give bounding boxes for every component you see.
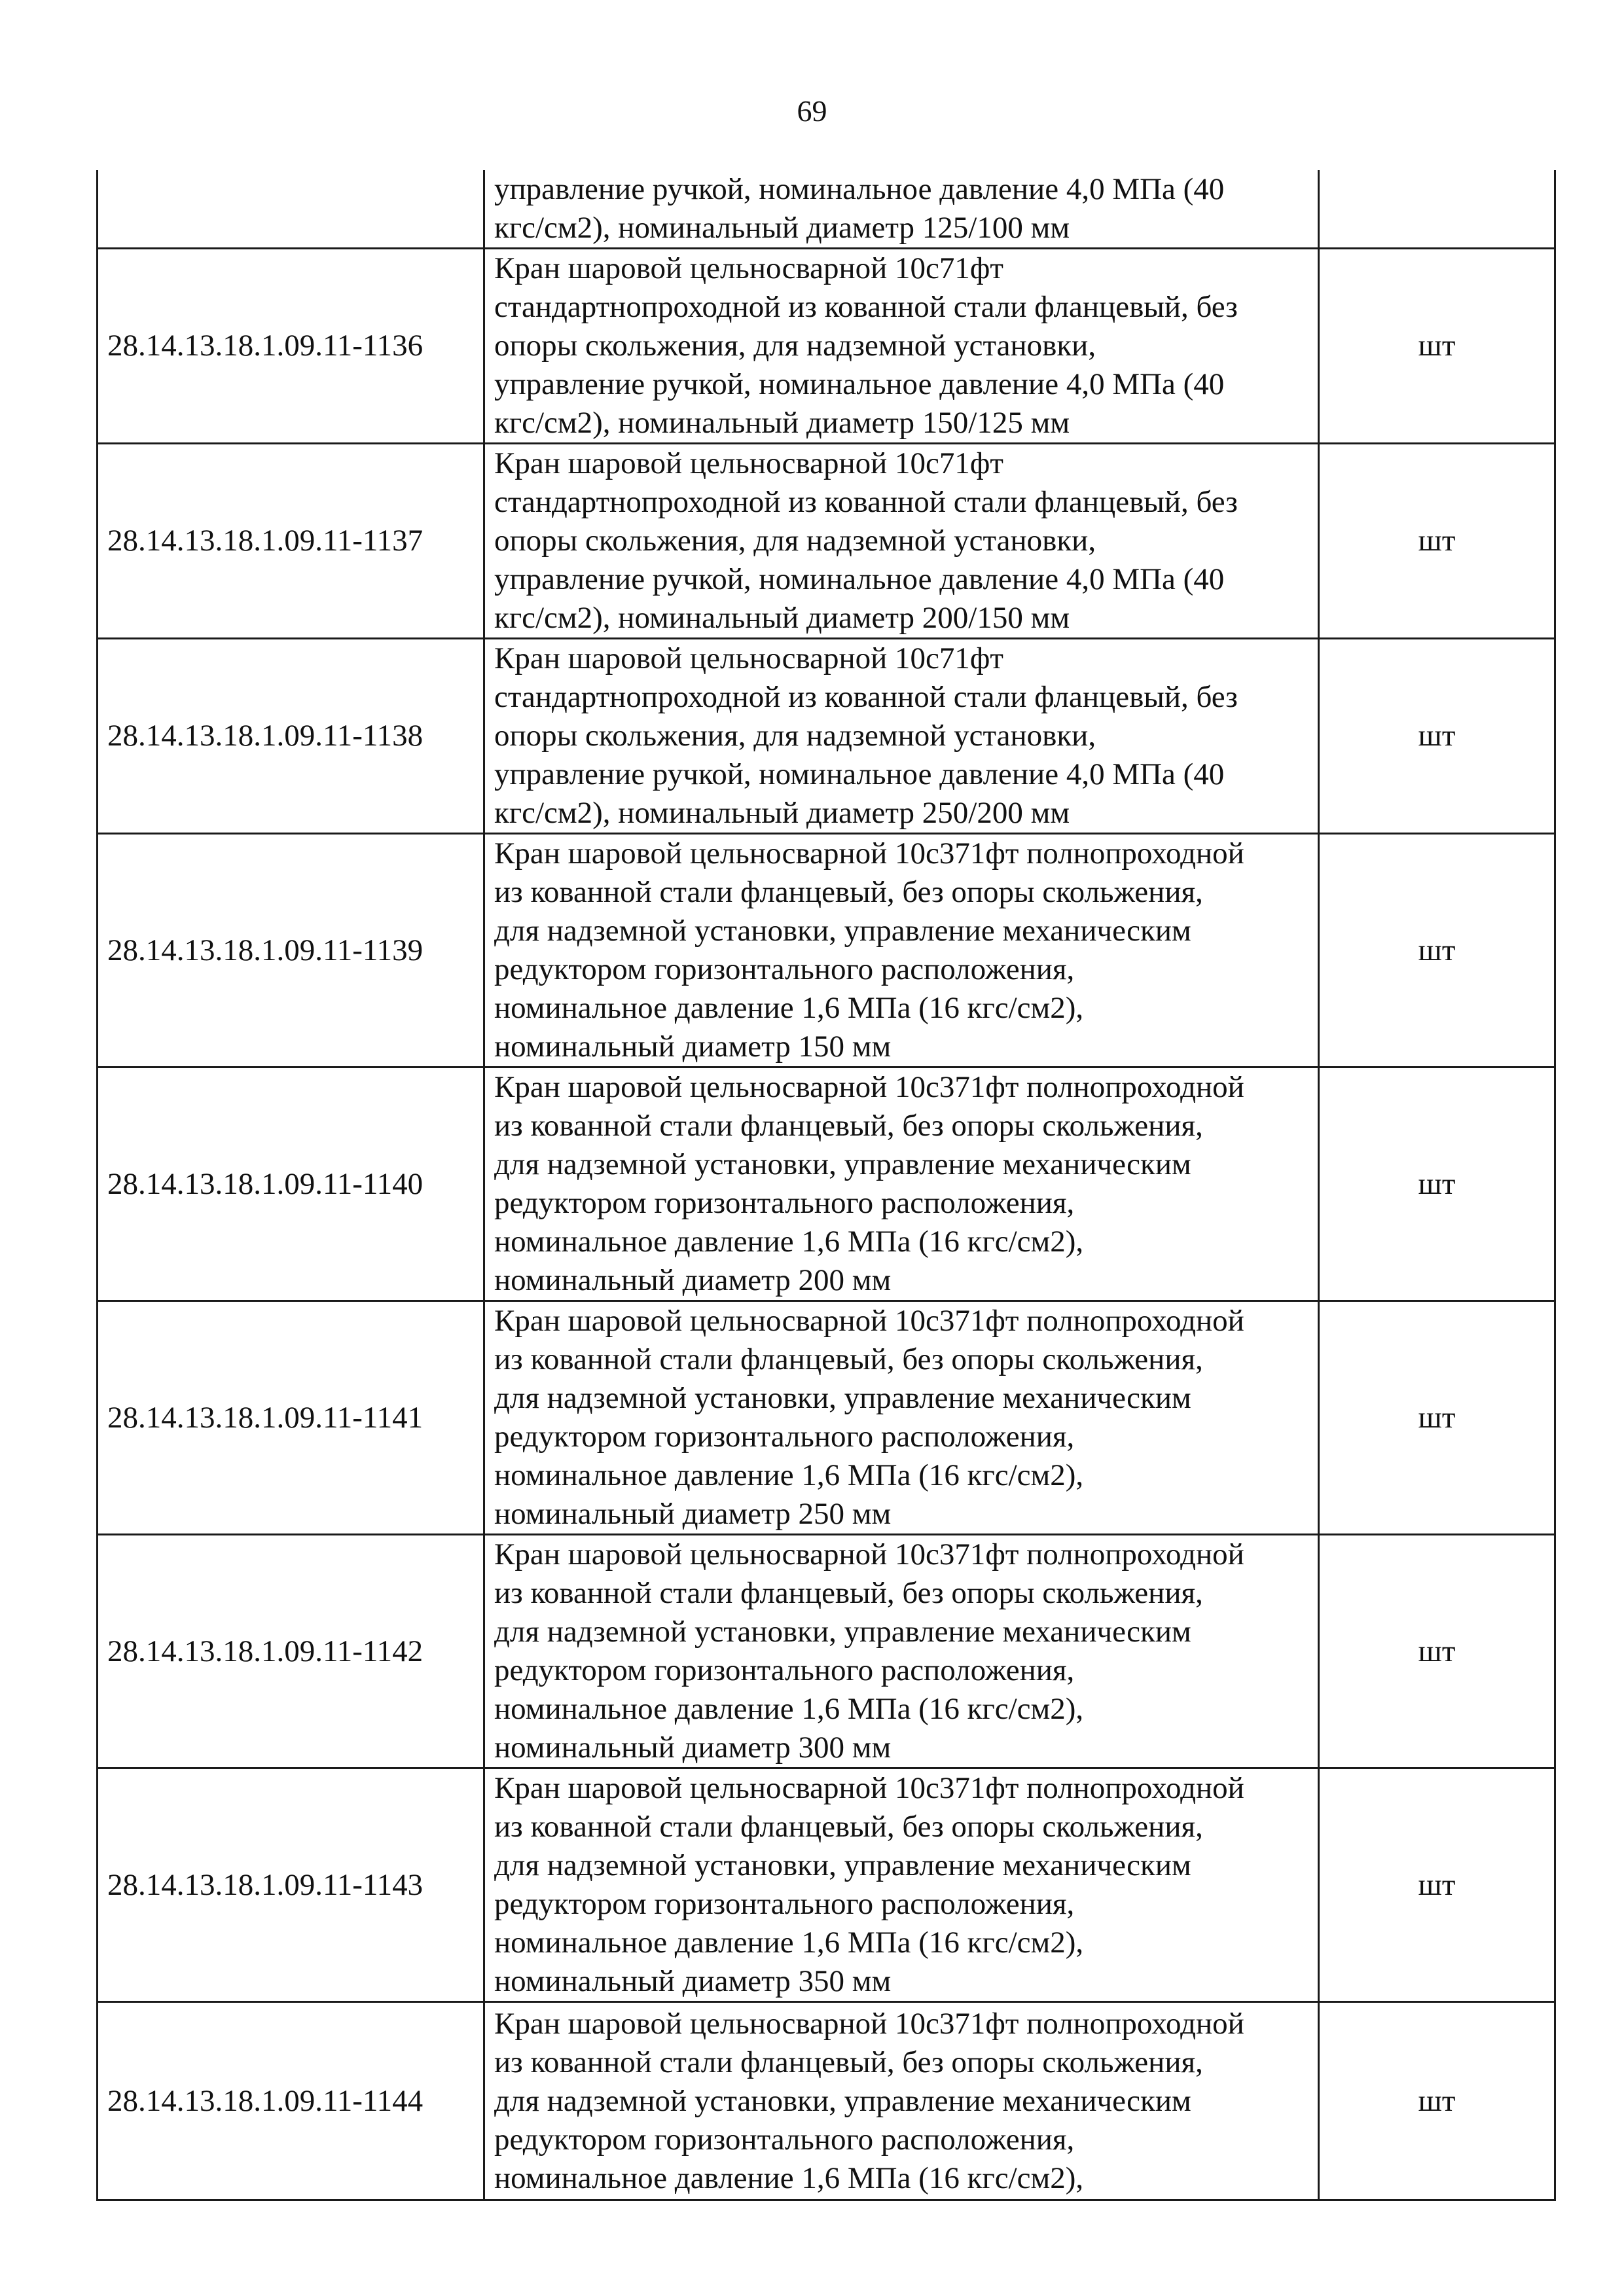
description-line: из кованной стали фланцевый, без опоры скольжения, (494, 1342, 1203, 1376)
description-line: стандартнопроходной из кованной стали фланцевый, без (494, 290, 1238, 324)
description-line: опоры скольжения, для надземной установки, (494, 719, 1096, 753)
resource-code-cell: 28.14.13.18.1.09.11-1142 (98, 1535, 484, 1768)
table-row (98, 1067, 1555, 1301)
description-line: опоры скольжения, для надземной установки, (494, 329, 1096, 363)
resource-code-cell: 28.14.13.18.1.09.11-1143 (98, 1768, 484, 2002)
description-line: для надземной установки, управление механическим (494, 1848, 1191, 1882)
description-line: номинальный диаметр 250 мм (494, 1497, 892, 1531)
description-line: управление ручкой, номинальное давление 4,0 МПа (40 (494, 562, 1225, 596)
description-line: редуктором горизонтального расположения, (494, 2122, 1075, 2157)
description-line: из кованной стали фланцевый, без опоры скольжения, (494, 1109, 1203, 1143)
unit-cell (1319, 170, 1555, 249)
description-line: для надземной установки, управление механическим (494, 914, 1191, 948)
description-line: номинальное давление 1,6 МПа (16 кгс/см2), (494, 1692, 1084, 1726)
resource-description-cell (484, 1535, 1319, 1768)
description-line: из кованной стали фланцевый, без опоры скольжения, (494, 1576, 1203, 1610)
description-line: Кран шаровой цельносварной 10с371фт полнопроходной (494, 1771, 1244, 1805)
resource-description-cell (484, 170, 1319, 249)
resource-code-cell: 28.14.13.18.1.09.11-1139 (98, 834, 484, 1067)
description-line: стандартнопроходной из кованной стали фланцевый, без (494, 485, 1238, 519)
description-line: номинальный диаметр 150 мм (494, 1030, 892, 1064)
description-line: управление ручкой, номинальное давление 4,0 МПа (40 (494, 367, 1225, 401)
description-line: Кран шаровой цельносварной 10с71фт (494, 251, 1003, 285)
resource-code-cell: 28.14.13.18.1.09.11-1138 (98, 639, 484, 834)
resource-description-cell (484, 249, 1319, 444)
description-line: кгс/см2), номинальный диаметр 125/100 мм (494, 211, 1070, 245)
unit-cell: шт (1319, 2002, 1555, 2200)
table-row (98, 1535, 1555, 1768)
description-line: из кованной стали фланцевый, без опоры скольжения, (494, 2045, 1203, 2079)
unit-cell: шт (1319, 1301, 1555, 1535)
description-line: номинальный диаметр 200 мм (494, 1263, 892, 1297)
resource-code-cell: 28.14.13.18.1.09.11-1144 (98, 2002, 484, 2200)
description-line: из кованной стали фланцевый, без опоры скольжения, (494, 875, 1203, 909)
description-line: Кран шаровой цельносварной 10с371фт полнопроходной (494, 836, 1244, 870)
description-line: номинальный диаметр 350 мм (494, 1964, 892, 1998)
description-line: для надземной установки, управление механическим (494, 2083, 1191, 2118)
resource-description-cell (484, 2002, 1319, 2200)
resource-code-cell (98, 170, 484, 249)
resource-code-cell: 28.14.13.18.1.09.11-1140 (98, 1067, 484, 1301)
description-line: опоры скольжения, для надземной установки, (494, 524, 1096, 558)
description-line: редуктором горизонтального расположения, (494, 1420, 1075, 1454)
description-line: кгс/см2), номинальный диаметр 250/200 мм (494, 796, 1070, 830)
unit-cell: шт (1319, 444, 1555, 639)
table-row (98, 2002, 1555, 2200)
description-line: управление ручкой, номинальное давление 4,0 МПа (40 (494, 757, 1225, 791)
table-row (98, 444, 1555, 639)
resource-description-cell (484, 1768, 1319, 2002)
unit-cell: шт (1319, 1067, 1555, 1301)
resource-description-cell (484, 1301, 1319, 1535)
table-row (98, 834, 1555, 1067)
unit-cell: шт (1319, 1768, 1555, 2002)
description-line: номинальное давление 1,6 МПа (16 кгс/см2), (494, 1225, 1084, 1259)
table-row (98, 1301, 1555, 1535)
description-line: редуктором горизонтального расположения, (494, 1653, 1075, 1687)
description-line: Кран шаровой цельносварной 10с371фт полнопроходной (494, 2006, 1244, 2041)
resource-code-cell: 28.14.13.18.1.09.11-1136 (98, 249, 484, 444)
table-row (98, 249, 1555, 444)
resource-description-cell (484, 834, 1319, 1067)
description-line: номинальный диаметр 300 мм (494, 1731, 892, 1765)
unit-cell: шт (1319, 1535, 1555, 1768)
table-row (98, 639, 1555, 834)
table-body (98, 170, 1555, 2200)
description-line: редуктором горизонтального расположения, (494, 1186, 1075, 1220)
description-line: для надземной установки, управление механическим (494, 1147, 1191, 1181)
description-line: Кран шаровой цельносварной 10с71фт (494, 446, 1003, 480)
page-number: 69 (797, 94, 827, 128)
description-line: редуктором горизонтального расположения, (494, 952, 1075, 986)
description-line: для надземной установки, управление механическим (494, 1615, 1191, 1649)
description-line: номинальное давление 1,6 МПа (16 кгс/см2), (494, 991, 1084, 1025)
description-line: Кран шаровой цельносварной 10с71фт (494, 641, 1003, 675)
table-row (98, 1768, 1555, 2002)
description-line: Кран шаровой цельносварной 10с371фт полнопроходной (494, 1537, 1244, 1571)
description-line: кгс/см2), номинальный диаметр 200/150 мм (494, 601, 1070, 635)
resource-code-cell: 28.14.13.18.1.09.11-1141 (98, 1301, 484, 1535)
unit-cell: шт (1319, 249, 1555, 444)
description-line: из кованной стали фланцевый, без опоры скольжения, (494, 1810, 1203, 1844)
description-line: управление ручкой, номинальное давление 4,0 МПа (40 (494, 172, 1225, 206)
description-line: номинальное давление 1,6 МПа (16 кгс/см2), (494, 2161, 1084, 2195)
resource-description-cell (484, 444, 1319, 639)
unit-cell: шт (1319, 639, 1555, 834)
description-line: стандартнопроходной из кованной стали фланцевый, без (494, 680, 1238, 714)
description-line: для надземной установки, управление механическим (494, 1381, 1191, 1415)
description-line: номинальное давление 1,6 МПа (16 кгс/см2), (494, 1926, 1084, 1960)
description-line: Кран шаровой цельносварной 10с371фт полнопроходной (494, 1070, 1244, 1104)
resource-description-cell (484, 1067, 1319, 1301)
resource-description-cell (484, 639, 1319, 834)
resource-code-cell: 28.14.13.18.1.09.11-1137 (98, 444, 484, 639)
unit-cell: шт (1319, 834, 1555, 1067)
description-line: кгс/см2), номинальный диаметр 150/125 мм (494, 406, 1070, 440)
description-line: Кран шаровой цельносварной 10с371фт полнопроходной (494, 1304, 1244, 1338)
description-line: редуктором горизонтального расположения, (494, 1887, 1075, 1921)
resource-table (96, 170, 1556, 2201)
description-line: номинальное давление 1,6 МПа (16 кгс/см2), (494, 1458, 1084, 1492)
table-row (98, 170, 1555, 249)
